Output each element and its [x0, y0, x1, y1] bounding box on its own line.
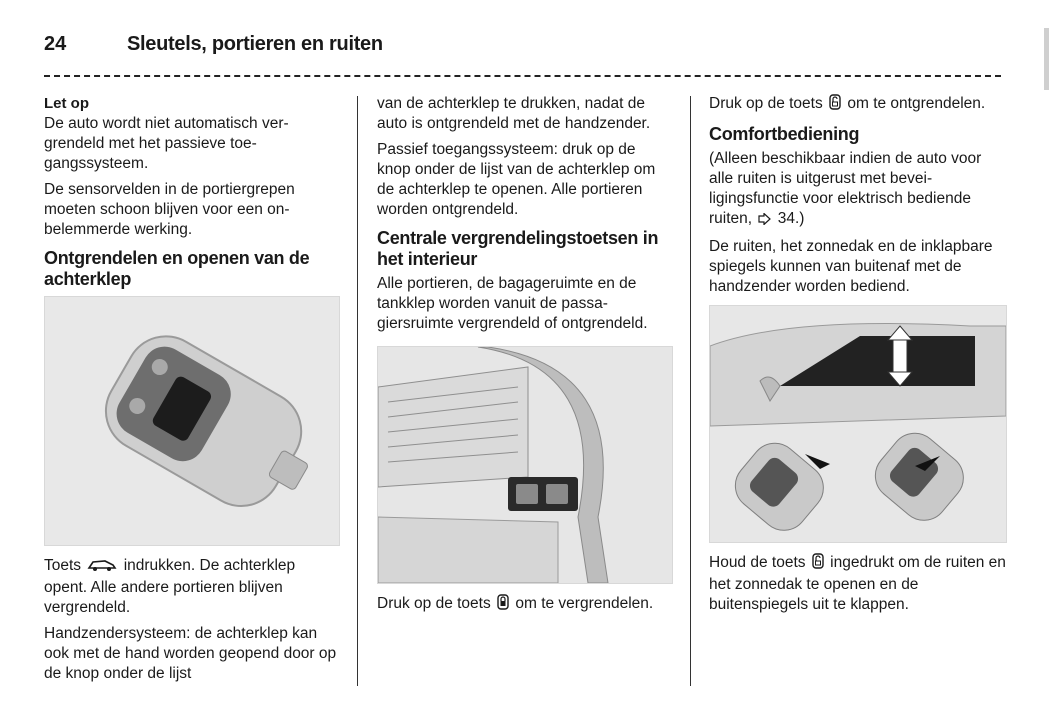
column-divider	[357, 96, 358, 686]
margin-mark	[1044, 28, 1049, 90]
column-3	[709, 94, 1007, 621]
paragraph-text: Houd de toets	[709, 554, 806, 571]
paragraph: De ruiten, het zonnedak en de inklapbare spiegels kunnen van buitenaf met de handzender worden bediend.	[709, 238, 993, 295]
paragraph-text: om te vergrendelen.	[515, 595, 654, 612]
paragraph-text: Druk op de toets	[709, 95, 823, 112]
car-tailgate-icon	[87, 558, 117, 578]
paragraph-text: ingedrukt om de ruiten en het zonnedak te openen en de buitenspiegels uit te klappen.	[709, 554, 1006, 613]
unlock-icon	[812, 553, 824, 575]
header-rule	[44, 75, 1001, 77]
note-paragraph: De sensorvelden in de portiergrepen moeten schoon blijven voor een onbelemmerde werking.	[44, 181, 295, 238]
paragraph-text: indrukken. De achterklep opent. Alle andere portieren blijven vergrendeld.	[44, 557, 296, 616]
paragraph-text: Toets	[44, 557, 82, 574]
section-heading: Ontgrendelen en openen van de achterklep	[44, 248, 310, 289]
paragraph: van de achterklep te drukken, nadat de auto is ontgrendeld met de handzender.	[377, 95, 651, 132]
comfort-operation-figure	[709, 305, 1007, 543]
paragraph	[709, 94, 1007, 116]
paragraph-text: om te ontgrendelen.	[847, 95, 986, 112]
note-title: Let op	[44, 95, 89, 112]
column-1	[44, 94, 338, 690]
paragraph	[377, 594, 671, 616]
paragraph	[44, 556, 338, 618]
interior-lock-figure	[377, 346, 673, 584]
key-fob-figure	[44, 296, 340, 546]
paragraph: Alle portieren, de bagageruimte en de tankklep worden vanuit de passagiersruimte vergrendeld of ontgrendeld.	[377, 275, 648, 332]
section-heading: Centrale vergrendelingstoetsen in het interieur	[377, 228, 659, 269]
chapter-title: Sleutels, portieren en ruiten	[127, 33, 383, 55]
unlock-icon	[829, 94, 841, 116]
note-paragraph: De auto wordt niet automatisch vergrendeld met het passieve toegangssysteem.	[44, 115, 289, 172]
paragraph	[709, 553, 1007, 615]
page-number: 24	[44, 33, 67, 55]
column-2	[377, 94, 671, 622]
column-divider	[690, 96, 691, 686]
paragraph-text: Druk op de toets	[377, 595, 491, 612]
lock-icon	[497, 594, 509, 616]
page-reference: 34.)	[777, 210, 805, 227]
paragraph: Handzendersysteem: de achterklep kan ook met de hand worden geopend door op de knop onder de lijst	[44, 625, 337, 682]
paragraph	[709, 149, 1007, 231]
page-reference-arrow-icon	[758, 211, 771, 231]
section-heading: Comfortbediening	[709, 124, 860, 144]
paragraph: Passief toegangssysteem: druk op de knop onder de lijst van de achterklep om de achterklep te openen. Alle portieren worden ontgrendeld.	[377, 141, 656, 218]
paragraph-text: (Alleen beschikbaar indien de auto voor alle ruiten is uitgerust met beveiligingsfunctie voor elektrisch bediende ruiten,	[709, 150, 982, 227]
